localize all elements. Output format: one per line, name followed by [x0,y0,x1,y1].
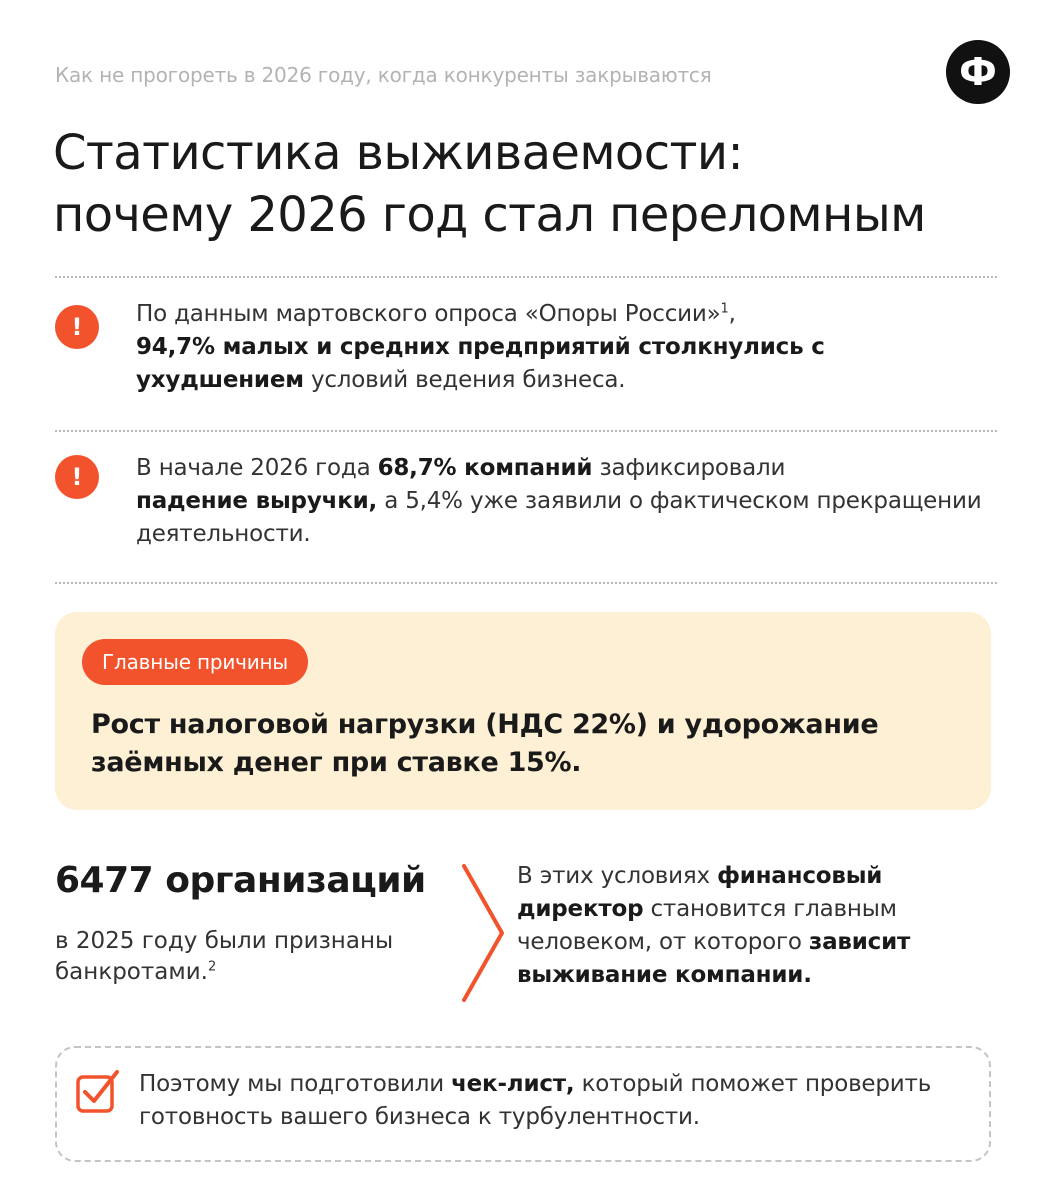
main-reasons-badge: Главные причины [82,639,308,685]
dotted-divider [55,276,997,278]
checklist-tail: который поможет проверить готовность вашего бизнеса к турбулентности. [139,1071,932,1130]
checklist-lead: Поэтому мы подготовили [139,1071,452,1097]
stat-revenue-percent: 68,7% компаний [377,455,593,481]
checklist-callout [55,1046,991,1162]
bankrupt-count: 6477 организаций [55,860,426,901]
stat-revenue-mid: зафиксировали [592,455,786,481]
stat-survey-highlight: 94,7% малых и средних предприятий столкнулись с ухудшением [136,334,825,393]
stat-survey-tail: условий ведения бизнеса. [303,367,626,393]
checklist-text [139,1068,979,1134]
dotted-divider [55,582,997,584]
cfo-statement [517,860,997,992]
cfo-mid: становится главным человеком, от которого [517,896,897,955]
bankrupt-caption-text: в 2025 году были признаны банкротами. [55,928,394,985]
exclamation-icon: ! [55,455,99,499]
stat-survey-comma: , [728,301,736,327]
dotted-divider [55,430,997,432]
stat-survey-text [136,298,996,397]
checklist-highlight: чек-лист, [451,1071,575,1097]
stat-revenue-lead: В начале 2026 года [136,455,378,481]
page-kicker: Как не прогореть в 2026 году, когда конкуренты закрываются [55,63,712,87]
title-line-1: Статистика выживаемости: [53,125,744,181]
title-line-2: почему 2026 год стал переломным [53,187,926,243]
main-reasons-text: Рост налоговой нагрузки (НДС 22%) и удорожание заёмных денег при ставке 15%. [91,709,879,778]
chevron-right-icon [458,862,508,1004]
bankrupt-caption [55,926,465,988]
checkbox-icon [75,1068,123,1114]
main-reasons-card [55,612,991,810]
footnote-marker: 1 [720,301,729,317]
cfo-lead: В этих условиях [517,863,718,889]
stat-revenue-tail: а 5,4% уже заявили о фактическом прекращении деятельности. [136,488,982,547]
cfo-role: финансовый директор [517,863,883,922]
page-title [53,122,1013,246]
stat-survey-lead: По данным мартовского опроса «Опоры России» [136,301,721,327]
cfo-highlight: зависит выживание компании. [517,929,911,988]
brand-logo: Ф [946,40,1010,104]
stat-revenue-text [136,452,996,551]
footnote-marker: 2 [207,959,217,975]
stat-revenue-highlight: падение выручки, [136,488,378,514]
exclamation-icon: ! [55,305,99,349]
